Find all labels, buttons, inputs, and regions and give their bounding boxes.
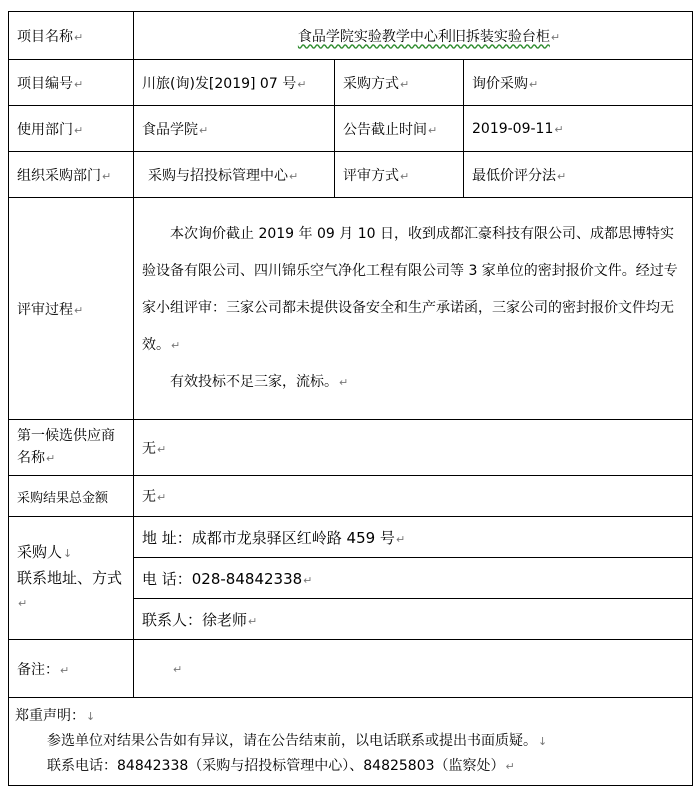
- review-process-label: 评审过程: [17, 301, 73, 318]
- statement-objection: 参选单位对结果公告如有异议，请在公告结束前，以电话联系或提出书面质疑。↓: [47, 733, 548, 749]
- organizer-value: 采购与招投标管理中心: [148, 167, 288, 184]
- first-candidate-value: 无: [142, 440, 156, 457]
- procurement-result-form: [8, 11, 692, 795]
- project-name-value: 食品学院实验教学中心利旧拆装实验台柜: [297, 28, 550, 45]
- review-method-label: 评审方式: [343, 167, 399, 184]
- purchaser-contact-label: 联系地址、方式↵: [17, 569, 123, 610]
- row-purchaser-contact: 联系人：徐老师↵: [9, 599, 693, 640]
- row-review-process: 评审过程↵ 本次询价截止 2019 年 09 月 10 日，收到成都汇豪科技有限公司、成都思博特实验设备有限公司、四川锦乐空气净化工程有限公司等 3 家单位的密封报价文件。经过专家小组评审：三家公司都未提供设备安全和生产承诺函，三家公司的密封报价文件均无效。↵ 有效投标不足三家，流标。↵: [9, 198, 693, 420]
- row-remarks: 备注：↵ ↵: [9, 640, 693, 698]
- row-project-no: 项目编号↵ 川旅(询)发[2019] 07 号↵ 采购方式↵ 询价采购↵: [9, 60, 693, 106]
- statement-title: 郑重声明：↓: [15, 708, 96, 724]
- row-total-amount: 采购结果总金额 无↵: [9, 476, 693, 517]
- review-method-value: 最低价评分法: [472, 167, 556, 184]
- statement-phone: 联系电话：84842338（采购与招投标管理中心）、84825803（监察处）↵: [47, 758, 515, 774]
- row-organizer: 组织采购部门↵ 采购与招投标管理中心↵ 评审方式↵ 最低价评分法↵: [9, 152, 693, 198]
- row-first-candidate: 第一候选供应商名称↵ 无↵: [9, 420, 693, 476]
- project-name-label: 项目名称: [17, 28, 73, 45]
- total-amount-label: 采购结果总金额: [17, 490, 109, 506]
- purchaser-contact-person: 联系人：徐老师: [142, 610, 248, 629]
- purchase-method-value: 询价采购: [472, 75, 528, 92]
- organizer-label: 组织采购部门: [17, 167, 101, 184]
- project-no-label: 项目编号: [17, 75, 73, 92]
- row-purchaser-address: 采购人↓ 联系地址、方式↵ 地 址：成都市龙泉驿区红岭路 459 号↵: [9, 517, 693, 558]
- purchaser-phone: 电 话：028-84842338: [142, 569, 303, 588]
- total-amount-value: 无: [142, 489, 156, 505]
- deadline-value: 2019-09-11: [472, 120, 554, 137]
- review-process-text: 本次询价截止 2019 年 09 月 10 日，收到成都汇豪科技有限公司、成都思博特实验设备有限公司、四川锦乐空气净化工程有限公司等 3 家单位的密封报价文件。经过专家小组评审：三家公司都未提供设备安全和生产承诺函，三家公司的密封报价文件均无效。↵: [142, 226, 678, 353]
- purchaser-label: 采购人↓: [17, 543, 73, 561]
- remarks-label: 备注：: [17, 661, 59, 678]
- row-department: 使用部门↵ 食品学院↵ 公告截止时间↵ 2019-09-11↵: [9, 106, 693, 152]
- purchaser-address: 地 址：成都市龙泉驿区红岭路 459 号: [142, 528, 395, 547]
- project-no-value: 川旅(询)发[2019] 07 号: [142, 75, 297, 92]
- purchase-method-label: 采购方式: [343, 75, 399, 92]
- row-project-name: 项目名称↵ 食品学院实验教学中心利旧拆装实验台柜↵: [9, 12, 693, 60]
- review-process-conclusion: 有效投标不足三家，流标。↵: [170, 374, 349, 390]
- first-candidate-label: 第一候选供应商名称: [17, 428, 115, 466]
- row-purchaser-phone: 电 话：028-84842338↵: [9, 558, 693, 599]
- row-statement: [9, 698, 693, 786]
- department-label: 使用部门: [17, 121, 73, 138]
- department-value: 食品学院: [142, 121, 198, 138]
- result-table: [8, 11, 693, 786]
- deadline-label: 公告截止时间: [343, 121, 427, 138]
